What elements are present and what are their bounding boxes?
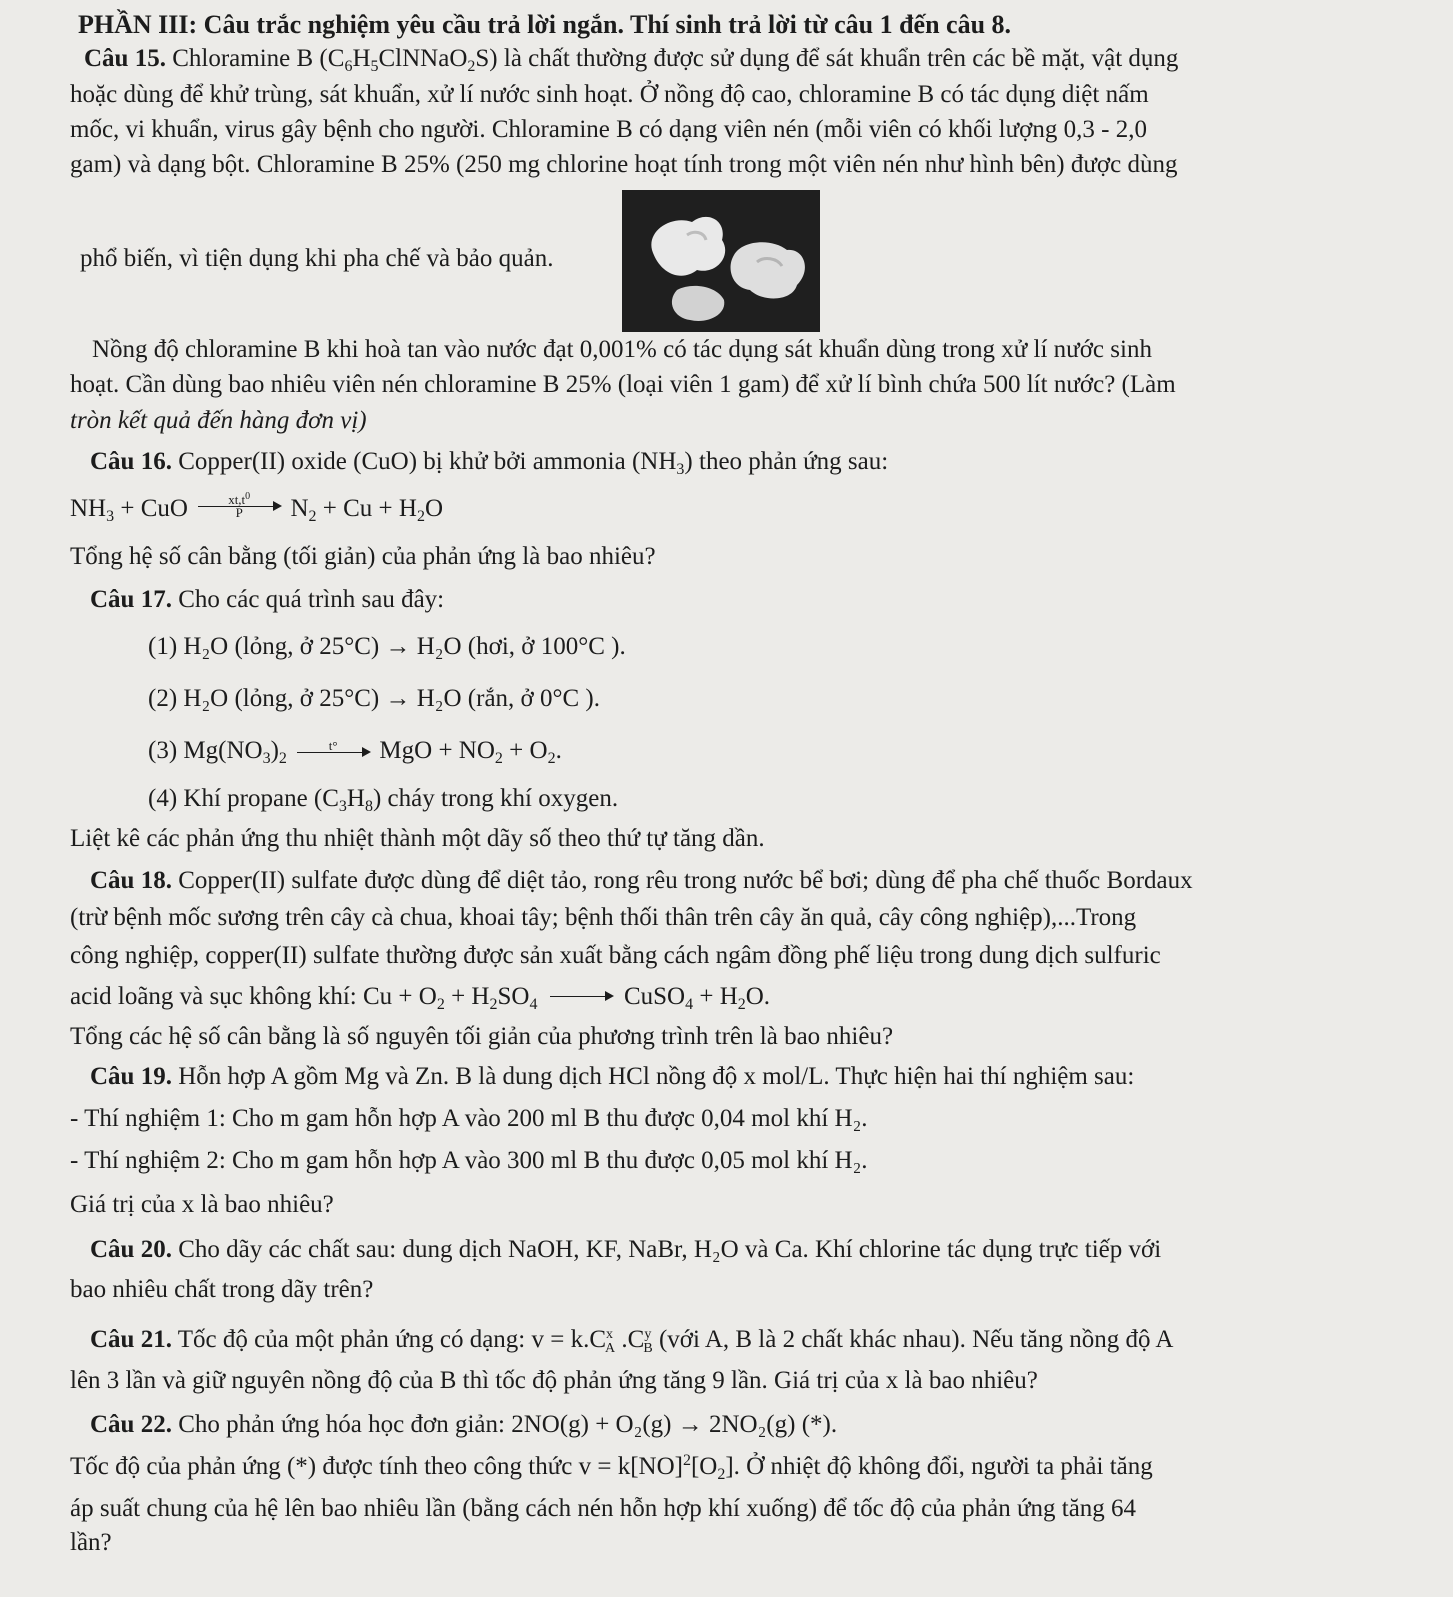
q17-line-1 xyxy=(90,585,444,615)
q22-line-3: áp suất chung của hệ lên bao nhiêu lần (bằng cách nén hỗn hợp khí xuống) để tốc độ của phản ứng tăng 64 xyxy=(70,1495,1137,1522)
q18-line-3: công nghiệp, copper(II) sulfate thường được sản xuất bằng cách ngâm đồng phế liệu trong dung dịch sulfuric xyxy=(70,942,1161,969)
q19-text: Hỗn hợp A gồm Mg và Zn. B là dung dịch HCl nồng độ x mol/L. Thực hiện hai thí nghiệm sau: xyxy=(171,1063,1135,1090)
section-title: PHẦN III: Câu trắc nghiệm yêu cầu trả lời ngắn. Thí sinh trả lời từ câu 1 đến câu 8. xyxy=(78,10,1012,39)
q15-text: ClNNaO xyxy=(378,45,468,72)
eq-term: acid loãng và sục không khí: Cu + O xyxy=(70,983,437,1010)
q17-process-2: (2) H₂O (lỏng, ở 25°C) → H₂O (rắn, ở 0°C ). xyxy=(148,685,601,712)
q17-question: Liệt kê các phản ứng thu nhiệt thành một dãy số theo thứ tự tăng dần. xyxy=(70,825,765,852)
q15-label: Câu 15. xyxy=(84,45,166,72)
q19-question: Giá trị của x là bao nhiêu? xyxy=(70,1191,334,1218)
rate-formula: v = k.C xyxy=(531,1326,607,1353)
arrow-condition-sup: 0 xyxy=(245,490,251,502)
q19-line-3: - Thí nghiệm 2: Cho m gam hỗn hợp A vào 300 ml B thu được 0,05 mol khí H₂. xyxy=(70,1147,868,1174)
q16-text: Copper(II) oxide (CuO) bị khử bởi ammonia (NH xyxy=(171,448,677,475)
q22-label: Câu 22. xyxy=(90,1411,172,1438)
q21-line-2: lên 3 lần và giữ nguyên nồng độ của B thì tốc độ phản ứng tăng 9 lần. Giá trị của x là bao nhiêu? xyxy=(70,1367,1038,1394)
eq-term: + H xyxy=(693,983,738,1010)
eq-term: . xyxy=(555,737,562,764)
q20-line-1 xyxy=(90,1235,1161,1265)
eq-term: SO xyxy=(497,983,530,1010)
eq-term: (4) Khí propane (C xyxy=(148,785,339,812)
q18-line-2: (trừ bệnh mốc sương trên cây cà chua, khoai tây; bệnh thối thân trên cây ăn quả, cây công nghiệp),...Trong xyxy=(70,904,1137,931)
q21-line-1: Câu 21. Tốc độ của một phản ứng có dạng: $v = k.C^x_A$ $.C^y_B$ (với A, B là 2 chất khác nhau). Nếu tăng nồng độ A xyxy=(90,1326,1174,1356)
q20-text: Cho dãy các chất sau: dung dịch NaOH, KF, NaBr, H₂O và Ca. Khí chlorine tác dụng trực tiếp với xyxy=(171,1236,1162,1263)
reaction-arrow xyxy=(198,490,280,520)
q18-line-1 xyxy=(90,866,1193,896)
q18-line-4: acid loãng và sục không khí: $Cu + O_2 + H_2SO_4$ CuSO$_4$ + $H_2O$. xyxy=(70,983,771,1013)
q22-text: Cho phản ứng hóa học đơn giản: 2NO(g) + O₂(g) → 2NO₂(g) (*). xyxy=(171,1411,838,1438)
q15-line-2: hoặc dùng để khử trùng, sát khuẩn, xử lí nước sinh hoạt. Ở nồng độ cao, chloramine B có tác dụng diệt nấm xyxy=(70,81,1149,108)
q17-label: Câu 17. xyxy=(90,586,172,613)
q15-line-4: gam) và dạng bột. Chloramine B 25% (250 mg chlorine hoạt tính trong một viên nén như hình bên) được dùng xyxy=(70,151,1178,178)
q19-label: Câu 19. xyxy=(90,1063,172,1090)
arrow-condition: xt,t xyxy=(228,491,246,507)
q22-text: ]. Ở nhiệt độ không đổi, người ta phải tăng xyxy=(725,1453,1153,1480)
q15-text: H xyxy=(352,45,371,72)
q16-line-1: Câu 16. Copper(II) oxide (CuO) bị khử bởi ammonia $(NH_3)$ theo phản ứng sau: xyxy=(90,448,889,478)
q15-line-8: tròn kết quả đến hàng đơn vị) xyxy=(70,407,367,434)
q21-label: Câu 21. xyxy=(90,1326,172,1353)
q16-equation: $NH_3$ + CuO $\frac{xt,t^0}{P}$ $N_2 + Cu + H_2O$ xyxy=(70,490,443,525)
q22-text: [O xyxy=(690,1453,718,1480)
q18-text: Copper(II) sulfate được dùng để diệt tảo, rong rêu trong nước bể bơi; dùng để pha chế thuốc Bordaux xyxy=(171,867,1193,894)
q21-text: Tốc độ của một phản ứng có dạng: xyxy=(171,1326,532,1353)
q17-process-3: (3) $Mg(NO_3)_2$ t° MgO + $NO_2 + O_2$. xyxy=(148,737,562,767)
q22-line-4: lần? xyxy=(70,1529,112,1556)
eq-term: + O xyxy=(502,737,548,764)
reaction-arrow xyxy=(297,737,369,753)
eq-term: + H xyxy=(444,983,490,1010)
q20-line-2: bao nhiêu chất trong dãy trên? xyxy=(70,1276,374,1303)
q17-text: Cho các quá trình sau đây: xyxy=(171,586,445,613)
chloramine-tablets-photo xyxy=(622,190,820,332)
arrow-condition-bottom: P xyxy=(235,504,243,520)
eq-term: ) cháy trong khí oxygen. xyxy=(372,785,619,812)
q15-line-5: phổ biến, vì tiện dụng khi pha chế và bảo quản. xyxy=(80,245,554,272)
tablets-image xyxy=(622,190,820,332)
eq-term: + Cu + H xyxy=(316,495,417,522)
q15-line-7: hoạt. Cần dùng bao nhiêu viên nén chloramine B 25% (loại viên 1 gam) để xử lí bình chứa 500 lít nước? (Làm xyxy=(70,371,1176,398)
q22-line-2: Tốc độ của phản ứng (*) được tính theo công thức $v = k[NO]^2[O_2]$. Ở nhiệt độ không đổi, người ta phải tăng xyxy=(70,1452,1153,1483)
q17-process-1: (1) H₂O (lỏng, ở 25°C) → H₂O (hơi, ở 100°C ). xyxy=(148,633,626,660)
eq-term: + CuO xyxy=(114,495,188,522)
q22-text: Tốc độ của phản ứng (*) được tính theo công thức v = k[NO] xyxy=(70,1453,683,1480)
q15-line-6: Nồng độ chloramine B khi hoà tan vào nước đạt 0,001% có tác dụng sát khuẩn dùng trong xử lí nước sinh xyxy=(92,336,1152,363)
eq-term: O xyxy=(424,495,443,522)
q16-label: Câu 16. xyxy=(90,448,172,475)
eq-term: O. xyxy=(745,983,771,1010)
eq-term: ) xyxy=(270,737,279,764)
q15-text: S) là chất thường được sử dụng để sát khuẩn trên các bề mặt, vật dụng xyxy=(475,45,1179,72)
q16-question: Tổng hệ số cân bằng (tối giản) của phản ứng là bao nhiêu? xyxy=(70,543,656,570)
q22-line-1 xyxy=(90,1410,837,1440)
eq-term: N xyxy=(290,495,309,522)
eq-term: MgO + NO xyxy=(379,737,495,764)
q16-text: ) theo phản ứng sau: xyxy=(684,448,889,475)
eq-term: (3) Mg(NO xyxy=(148,737,263,764)
eq-term: CuSO xyxy=(623,983,686,1010)
q15-line-1: Câu 15. Chloramine B $(C_6H_5ClNNaO_2S)$ là chất thường được sử dụng để sát khuẩn trên các bề mặt, vật dụng xyxy=(84,45,1179,75)
q19-line-1 xyxy=(90,1062,1134,1092)
q15-line-3: mốc, vi khuẩn, virus gây bệnh cho người. Chloramine B có dạng viên nén (mỗi viên có khối lượng 0,3 - 2,0 xyxy=(70,116,1147,143)
q18-question: Tổng các hệ số cân bằng là số nguyên tối giản của phương trình trên là bao nhiêu? xyxy=(70,1023,894,1050)
reaction-arrow xyxy=(550,996,612,997)
arrow-condition: t° xyxy=(328,737,338,753)
q17-process-4: (4) Khí propane $(C_3H_8)$ cháy trong khí oxygen. xyxy=(148,785,619,815)
eq-term: NH xyxy=(70,495,107,522)
q20-label: Câu 20. xyxy=(90,1236,172,1263)
q21-text: (với A, B là 2 chất khác nhau). Nếu tăng nồng độ A xyxy=(652,1326,1174,1353)
q15-text: Chloramine B (C xyxy=(165,45,345,72)
eq-term: H xyxy=(346,785,365,812)
q18-label: Câu 18. xyxy=(90,867,172,894)
q19-line-2: - Thí nghiệm 1: Cho m gam hỗn hợp A vào 200 ml B thu được 0,04 mol khí H₂. xyxy=(70,1105,868,1132)
